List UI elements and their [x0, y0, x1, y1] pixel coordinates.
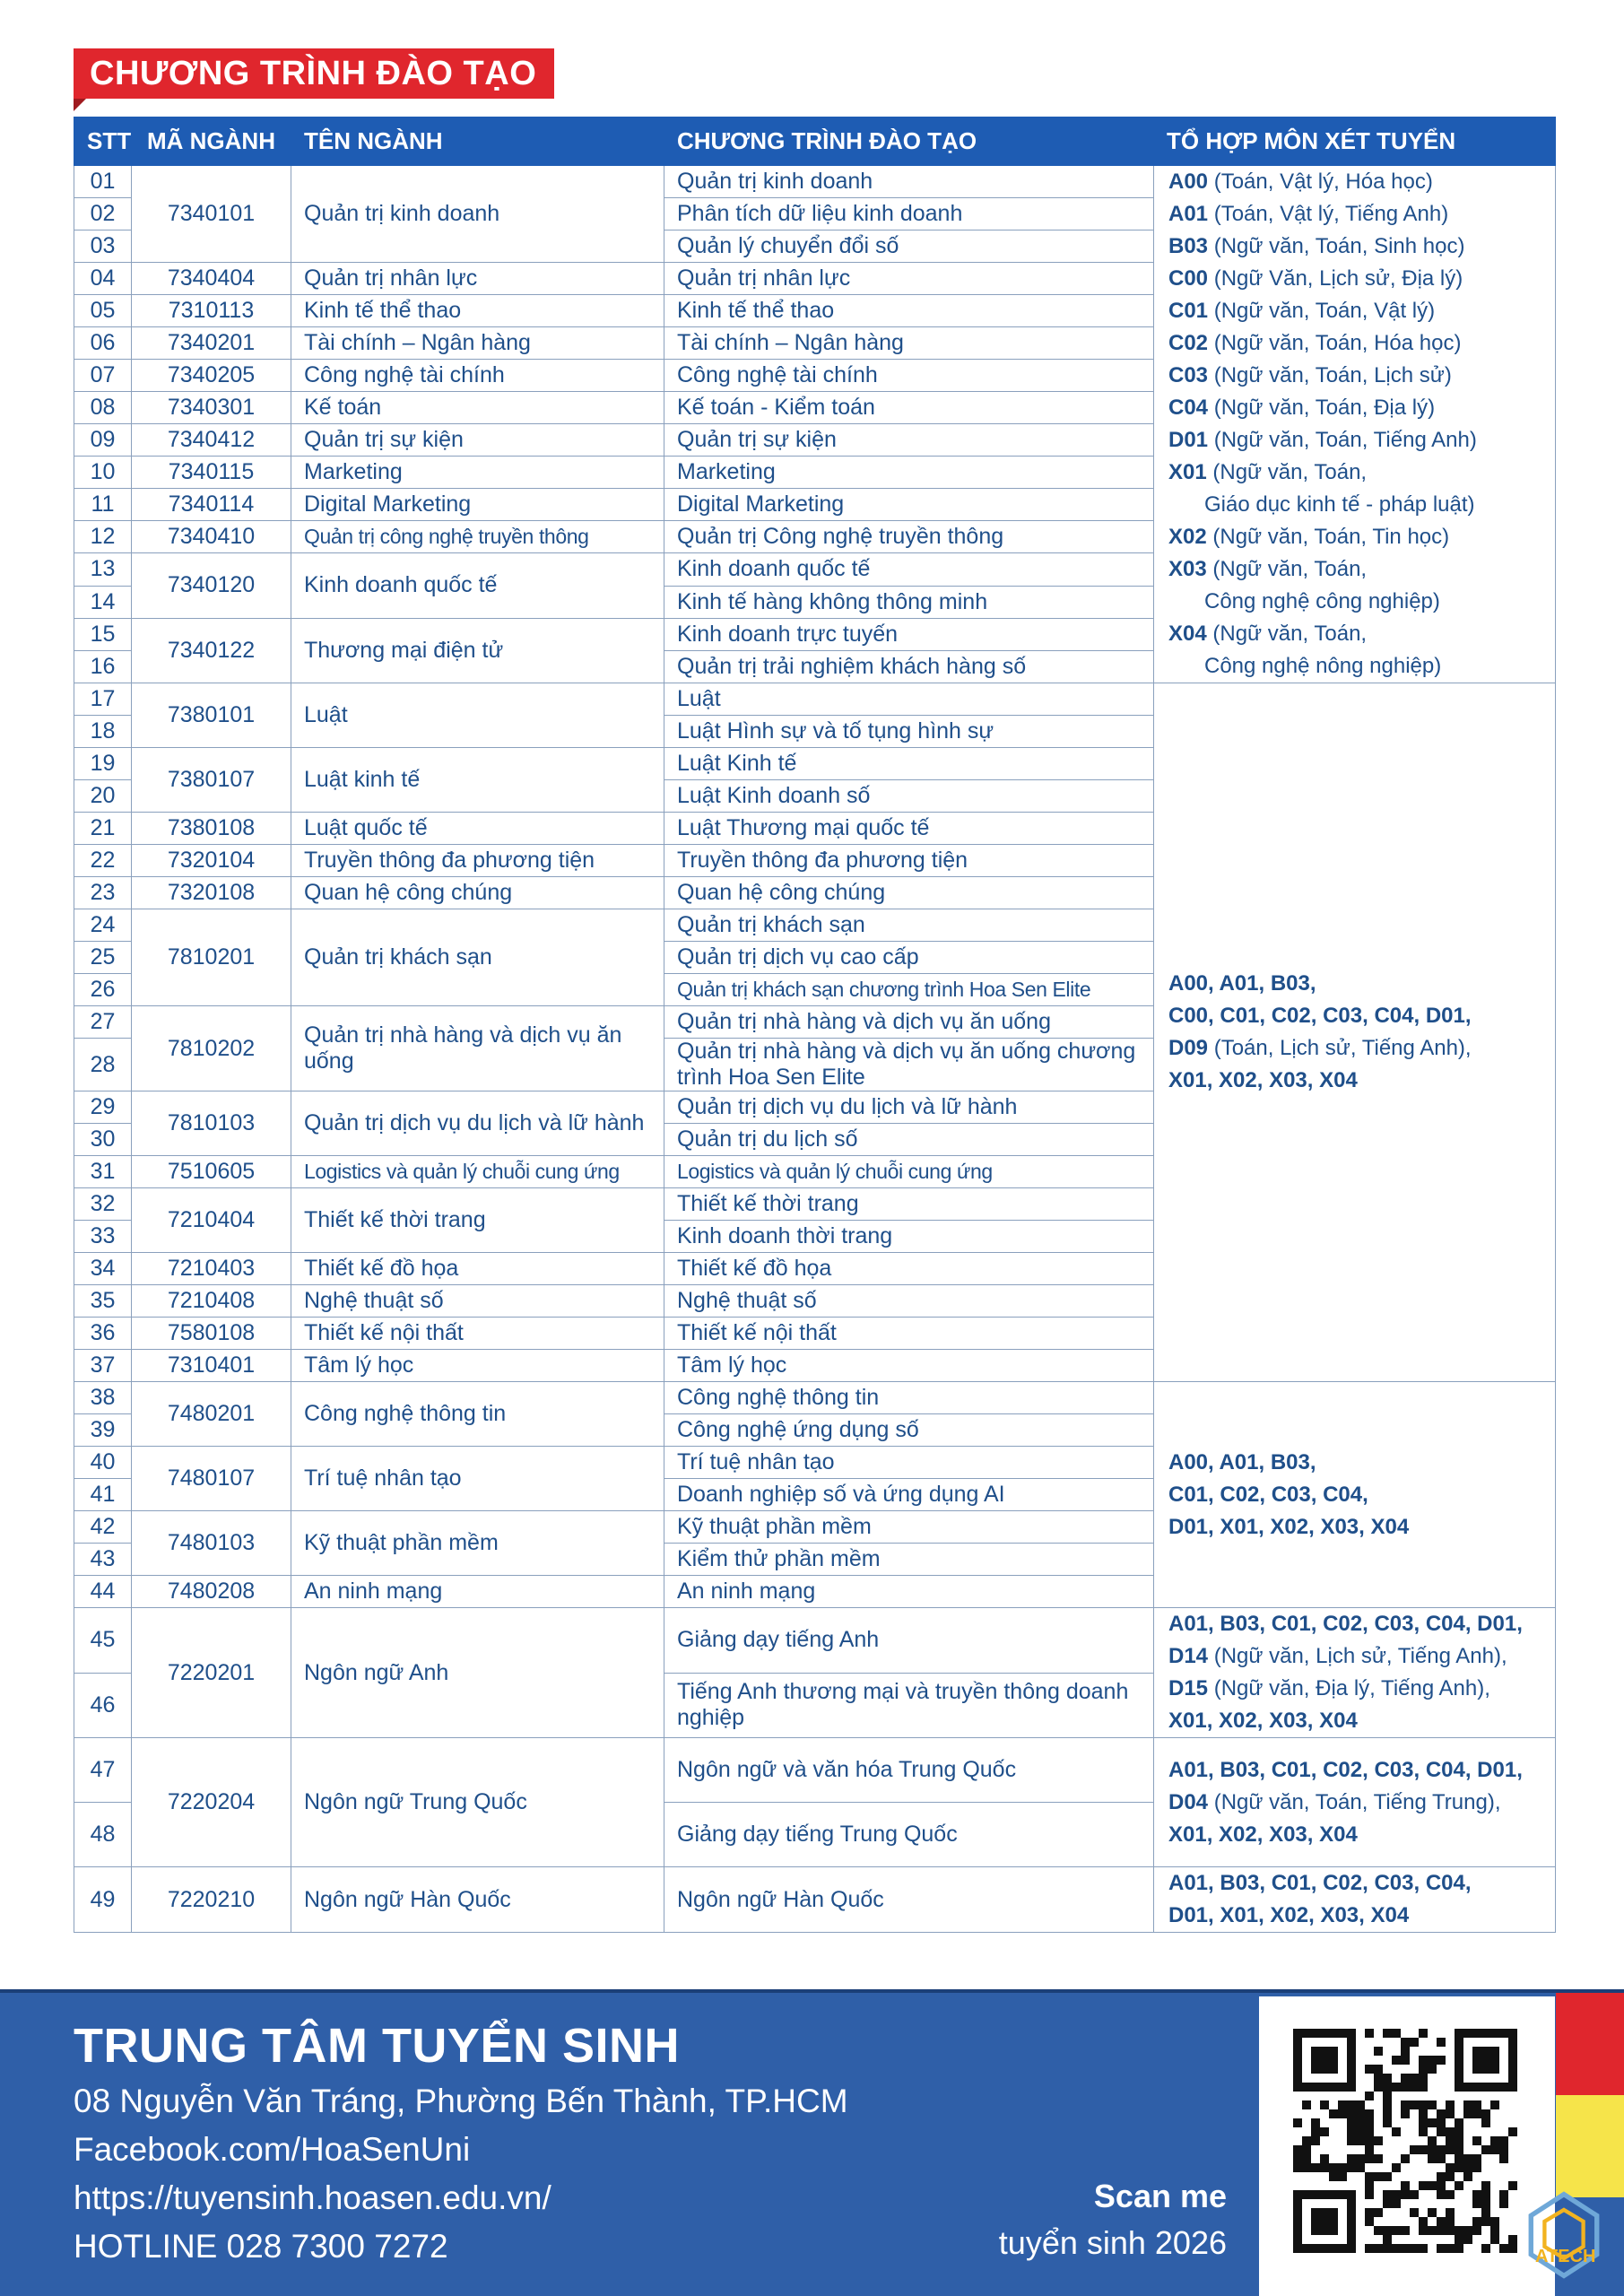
- combination-code: D01, X01, X02, X03, X04: [1168, 1903, 1410, 1927]
- major-name-cell: Luật kinh tế: [291, 748, 664, 813]
- stt-cell: 49: [74, 1867, 132, 1933]
- qr-code-icon[interactable]: [1293, 2029, 1517, 2253]
- program-cell: Quan hệ công chúng: [664, 877, 1154, 909]
- qr-panel: [1259, 1996, 1555, 2296]
- table-row: [74, 1382, 1556, 1414]
- combination-line: [1168, 521, 1541, 553]
- stt-cell: 35: [74, 1285, 132, 1318]
- combination-code: X02: [1168, 525, 1207, 549]
- program-cell: Luật Kinh tế: [664, 748, 1154, 780]
- stt-cell: 22: [74, 845, 132, 877]
- major-name-cell: Quản trị khách sạn: [291, 909, 664, 1006]
- program-cell: Kinh tế thể thao: [664, 295, 1154, 327]
- program-cell: Tiếng Anh thương mại và truyền thông doanh nghiệp: [664, 1673, 1154, 1738]
- major-code-cell: 7580108: [132, 1318, 291, 1350]
- combination-line: [1168, 1479, 1541, 1511]
- stt-cell: 06: [74, 327, 132, 360]
- program-cell: Luật Kinh doanh số: [664, 780, 1154, 813]
- stt-cell: 15: [74, 618, 132, 651]
- program-cell: Kinh doanh quốc tế: [664, 553, 1154, 587]
- program-cell: Công nghệ ứng dụng số: [664, 1414, 1154, 1447]
- combination-subjects-cont: Công nghệ công nghiệp): [1204, 589, 1440, 613]
- program-cell: Quản trị kinh doanh: [664, 166, 1154, 198]
- program-cell: Kinh doanh trực tuyến: [664, 618, 1154, 651]
- combination-line: [1168, 1787, 1541, 1819]
- major-name-cell: Quản trị sự kiện: [291, 424, 664, 457]
- combination-code: A00: [1168, 170, 1209, 194]
- page-title: CHƯƠNG TRÌNH ĐÀO TẠO: [74, 48, 554, 99]
- major-code-cell: 7480208: [132, 1576, 291, 1608]
- combination-code: D01, X01, X02, X03, X04: [1168, 1514, 1410, 1539]
- major-name-cell: Ngôn ngữ Trung Quốc: [291, 1738, 664, 1867]
- stt-cell: 25: [74, 942, 132, 974]
- stt-cell: 36: [74, 1318, 132, 1350]
- combination-line: [1168, 1511, 1541, 1544]
- major-code-cell: 7480201: [132, 1382, 291, 1447]
- combination-code: C01, C02, C03, C04,: [1168, 1482, 1368, 1507]
- major-name-cell: Tâm lý học: [291, 1350, 664, 1382]
- combination-line: [1168, 198, 1541, 230]
- combination-line: [1168, 327, 1541, 360]
- stt-cell: 43: [74, 1544, 132, 1576]
- combination-code: D09: [1168, 1036, 1209, 1060]
- stt-cell: 33: [74, 1221, 132, 1253]
- combination-code: A01, B03, C01, C02, C03, C04, D01,: [1168, 1757, 1523, 1782]
- stt-cell: 16: [74, 651, 132, 683]
- program-cell: Quản trị Công nghệ truyền thông: [664, 521, 1154, 553]
- program-cell: Thiết kế thời trang: [664, 1188, 1154, 1221]
- stt-cell: 28: [74, 1039, 132, 1091]
- stt-cell: 40: [74, 1447, 132, 1479]
- major-name-cell: Trí tuệ nhân tạo: [291, 1447, 664, 1511]
- combination-subjects: (Ngữ văn, Toán, Vật lý): [1208, 299, 1436, 323]
- major-code-cell: 7340201: [132, 327, 291, 360]
- program-cell: Quản trị dịch vụ du lịch và lữ hành: [664, 1091, 1154, 1124]
- major-code-cell: 7340120: [132, 553, 291, 619]
- program-cell: Digital Marketing: [664, 489, 1154, 521]
- stt-cell: 14: [74, 586, 132, 618]
- major-name-cell: Ngôn ngữ Hàn Quốc: [291, 1867, 664, 1933]
- major-name-cell: Thiết kế đồ họa: [291, 1253, 664, 1285]
- program-cell: Tài chính – Ngân hàng: [664, 327, 1154, 360]
- program-cell: Quản trị nhà hàng và dịch vụ ăn uống: [664, 1006, 1154, 1039]
- major-code-cell: 7220210: [132, 1867, 291, 1933]
- combination-code: X01, X02, X03, X04: [1168, 1822, 1358, 1847]
- program-cell: Quản trị khách sạn: [664, 909, 1154, 942]
- stt-cell: 10: [74, 457, 132, 489]
- footer-website-link[interactable]: https://tuyensinh.hoasen.edu.vn/: [74, 2179, 551, 2216]
- combination-subjects: (Toán, Vật lý, Tiếng Anh): [1208, 202, 1449, 226]
- program-cell: An ninh mạng: [664, 1576, 1154, 1608]
- atech-logo-icon: [1515, 2187, 1612, 2283]
- combination-line: [1168, 360, 1541, 392]
- accent-stripe-red: [1556, 1993, 1624, 2095]
- major-code-cell: 7380108: [132, 813, 291, 845]
- stt-cell: 23: [74, 877, 132, 909]
- stt-cell: 03: [74, 230, 132, 263]
- combination-line: [1168, 1673, 1541, 1705]
- program-cell: Truyền thông đa phương tiện: [664, 845, 1154, 877]
- major-name-cell: Công nghệ thông tin: [291, 1382, 664, 1447]
- combination-code: A00, A01, B03,: [1168, 971, 1316, 996]
- combination-subjects: (Toán, Vật lý, Hóa học): [1208, 170, 1433, 194]
- combination-line: [1168, 968, 1541, 1000]
- header-stt: STT: [74, 117, 132, 166]
- major-code-cell: 7340404: [132, 263, 291, 295]
- combination-subjects: (Ngữ văn, Toán, Sinh học): [1208, 234, 1465, 258]
- combination-line: [1168, 618, 1541, 650]
- combination-subjects: (Ngữ văn, Toán,: [1206, 557, 1368, 581]
- major-code-cell: 7340412: [132, 424, 291, 457]
- stt-cell: 26: [74, 974, 132, 1006]
- combination-line: [1168, 1705, 1541, 1737]
- program-cell: Trí tuệ nhân tạo: [664, 1447, 1154, 1479]
- major-code-cell: 7340115: [132, 457, 291, 489]
- combination-cell: [1154, 1738, 1556, 1867]
- program-cell: Giảng dạy tiếng Anh: [664, 1608, 1154, 1674]
- major-name-cell: Kinh doanh quốc tế: [291, 553, 664, 619]
- major-name-cell: Kinh tế thể thao: [291, 295, 664, 327]
- major-code-cell: 7210408: [132, 1285, 291, 1318]
- stt-cell: 46: [74, 1673, 132, 1738]
- combination-subjects: (Ngữ văn, Địa lý, Tiếng Anh),: [1208, 1676, 1490, 1700]
- combination-code: X01, X02, X03, X04: [1168, 1068, 1358, 1092]
- program-cell: Giảng dạy tiếng Trung Quốc: [664, 1803, 1154, 1867]
- stt-cell: 42: [74, 1511, 132, 1544]
- stt-cell: 09: [74, 424, 132, 457]
- stt-cell: 39: [74, 1414, 132, 1447]
- table-row: [74, 1738, 1556, 1803]
- major-code-cell: 7210403: [132, 1253, 291, 1285]
- stt-cell: 05: [74, 295, 132, 327]
- combination-code: X03: [1168, 557, 1207, 581]
- major-code-cell: 7220201: [132, 1608, 291, 1738]
- combination-subjects: (Toán, Lịch sử, Tiếng Anh),: [1208, 1036, 1472, 1060]
- combination-cell: [1154, 1382, 1556, 1608]
- table-row: [74, 1867, 1556, 1933]
- major-name-cell: An ninh mạng: [291, 1576, 664, 1608]
- program-cell: Quản trị trải nghiệm khách hàng số: [664, 651, 1154, 683]
- footer-address: 08 Nguyễn Văn Tráng, Phường Bến Thành, TP.HCM: [74, 2083, 848, 2119]
- table-header-row: [74, 117, 1556, 166]
- program-cell: Quản trị nhà hàng và dịch vụ ăn uống chương trình Hoa Sen Elite: [664, 1039, 1154, 1091]
- major-name-cell: Logistics và quản lý chuỗi cung ứng: [291, 1156, 664, 1188]
- program-cell: Luật: [664, 683, 1154, 716]
- program-cell: Quản trị dịch vụ cao cấp: [664, 942, 1154, 974]
- combination-subjects-cont: Giáo dục kinh tế - pháp luật): [1204, 492, 1475, 517]
- major-code-cell: 7380101: [132, 683, 291, 748]
- combination-code: X01, X02, X03, X04: [1168, 1709, 1358, 1733]
- stt-cell: 18: [74, 716, 132, 748]
- footer-hotline: HOTLINE 028 7300 7272: [74, 2228, 448, 2265]
- combination-line: [1168, 424, 1541, 457]
- combination-code: C00: [1168, 266, 1209, 291]
- combination-line: [1168, 1447, 1541, 1479]
- program-cell: Quản lý chuyển đổi số: [664, 230, 1154, 263]
- combination-code: C03: [1168, 363, 1209, 387]
- table-body: [74, 166, 1556, 1933]
- stt-cell: 38: [74, 1382, 132, 1414]
- combination-line: [1168, 1608, 1541, 1640]
- combination-code: X01: [1168, 460, 1207, 484]
- program-cell: Thiết kế nội thất: [664, 1318, 1154, 1350]
- major-code-cell: 7340101: [132, 166, 291, 263]
- scan-me-label: Scan me: [1093, 2178, 1227, 2214]
- combination-subjects: (Ngữ văn, Toán,: [1206, 460, 1368, 484]
- combination-line: [1168, 1754, 1541, 1787]
- program-cell: Logistics và quản lý chuỗi cung ứng: [664, 1156, 1154, 1188]
- combination-line: [1168, 392, 1541, 424]
- major-name-cell: Truyền thông đa phương tiện: [291, 845, 664, 877]
- table-row: [74, 1608, 1556, 1674]
- major-code-cell: 7810202: [132, 1006, 291, 1091]
- combination-subjects: (Ngữ văn, Toán,: [1206, 622, 1368, 646]
- table-row: [74, 683, 1556, 716]
- program-cell: Quản trị nhân lực: [664, 263, 1154, 295]
- stt-cell: 44: [74, 1576, 132, 1608]
- stt-cell: 01: [74, 166, 132, 198]
- major-code-cell: 7220204: [132, 1738, 291, 1867]
- stt-cell: 08: [74, 392, 132, 424]
- combination-code: C02: [1168, 331, 1209, 355]
- combination-line: [1168, 1819, 1541, 1851]
- combination-line: [1168, 1640, 1541, 1673]
- stt-cell: 20: [74, 780, 132, 813]
- admission-year-label: tuyển sinh 2026: [998, 2224, 1227, 2261]
- stt-cell: 32: [74, 1188, 132, 1221]
- program-cell: Doanh nghiệp số và ứng dụng AI: [664, 1479, 1154, 1511]
- combination-subjects: (Ngữ Văn, Lịch sử, Địa lý): [1208, 266, 1463, 291]
- combination-subjects: (Ngữ văn, Toán, Lịch sử): [1208, 363, 1452, 387]
- major-code-cell: 7340122: [132, 618, 291, 683]
- combination-code: A00, A01, B03,: [1168, 1449, 1316, 1474]
- combination-code: A01, B03, C01, C02, C03, C04,: [1168, 1871, 1472, 1895]
- major-name-cell: Marketing: [291, 457, 664, 489]
- stt-cell: 34: [74, 1253, 132, 1285]
- major-name-cell: Thiết kế nội thất: [291, 1318, 664, 1350]
- combination-line: [1168, 295, 1541, 327]
- program-table: [74, 117, 1556, 1933]
- header-ten-nganh: TÊN NGÀNH: [291, 117, 664, 166]
- accent-stripe-yellow: [1556, 2095, 1624, 2197]
- combination-line: [1168, 263, 1541, 295]
- program-cell: Nghệ thuật số: [664, 1285, 1154, 1318]
- combination-line: [1168, 230, 1541, 263]
- major-name-cell: Công nghệ tài chính: [291, 360, 664, 392]
- combination-code: A01, B03, C01, C02, C03, C04, D01,: [1168, 1612, 1523, 1636]
- stt-cell: 31: [74, 1156, 132, 1188]
- combination-subjects: (Ngữ văn, Toán, Tin học): [1206, 525, 1450, 549]
- stt-cell: 21: [74, 813, 132, 845]
- combination-code: B03: [1168, 234, 1209, 258]
- combination-code: A01: [1168, 202, 1209, 226]
- major-code-cell: 7310401: [132, 1350, 291, 1382]
- stt-cell: 29: [74, 1091, 132, 1124]
- combination-subjects: (Ngữ văn, Toán, Tiếng Trung),: [1208, 1789, 1501, 1814]
- combination-line: [1168, 1032, 1541, 1065]
- combination-code: C00, C01, C02, C03, C04, D01,: [1168, 1004, 1472, 1028]
- combination-subjects-cont: Công nghệ nông nghiệp): [1204, 654, 1442, 678]
- combination-line: [1168, 1065, 1541, 1097]
- combination-cell: [1154, 166, 1556, 683]
- program-cell: Kỹ thuật phần mềm: [664, 1511, 1154, 1544]
- major-name-cell: Quản trị nhà hàng và dịch vụ ăn uống: [291, 1006, 664, 1091]
- stt-cell: 41: [74, 1479, 132, 1511]
- program-cell: Quản trị du lịch số: [664, 1124, 1154, 1156]
- program-cell: Thiết kế đồ họa: [664, 1253, 1154, 1285]
- major-code-cell: 7310113: [132, 295, 291, 327]
- major-code-cell: 7380107: [132, 748, 291, 813]
- combination-code: X04: [1168, 622, 1207, 646]
- stt-cell: 24: [74, 909, 132, 942]
- major-name-cell: Digital Marketing: [291, 489, 664, 521]
- stt-cell: 11: [74, 489, 132, 521]
- combination-subjects: (Ngữ văn, Lịch sử, Tiếng Anh),: [1208, 1644, 1507, 1668]
- major-name-cell: Quản trị dịch vụ du lịch và lữ hành: [291, 1091, 664, 1156]
- stt-cell: 13: [74, 553, 132, 587]
- major-name-cell: Quản trị kinh doanh: [291, 166, 664, 263]
- combination-cell: [1154, 683, 1556, 1382]
- combination-line: [1168, 1000, 1541, 1032]
- major-code-cell: 7810103: [132, 1091, 291, 1156]
- combination-code: D14: [1168, 1644, 1209, 1668]
- program-cell: Ngôn ngữ và văn hóa Trung Quốc: [664, 1738, 1154, 1803]
- combination-line: [1168, 1867, 1541, 1900]
- program-cell: Kế toán - Kiểm toán: [664, 392, 1154, 424]
- combination-code: C01: [1168, 299, 1209, 323]
- major-name-cell: Kỹ thuật phần mềm: [291, 1511, 664, 1576]
- major-code-cell: 7810201: [132, 909, 291, 1006]
- program-cell: Quản trị sự kiện: [664, 424, 1154, 457]
- major-name-cell: Kế toán: [291, 392, 664, 424]
- major-code-cell: 7480103: [132, 1511, 291, 1576]
- program-cell: Kinh tế hàng không thông minh: [664, 586, 1154, 618]
- major-code-cell: 7340205: [132, 360, 291, 392]
- stt-cell: 04: [74, 263, 132, 295]
- major-name-cell: Ngôn ngữ Anh: [291, 1608, 664, 1738]
- major-code-cell: 7320104: [132, 845, 291, 877]
- program-cell: Kinh doanh thời trang: [664, 1221, 1154, 1253]
- major-name-cell: Nghệ thuật số: [291, 1285, 664, 1318]
- combination-line: [1168, 553, 1541, 586]
- major-name-cell: Thương mại điện tử: [291, 618, 664, 683]
- major-name-cell: Luật: [291, 683, 664, 748]
- footer-facebook-link[interactable]: Facebook.com/HoaSenUni: [74, 2131, 471, 2168]
- major-code-cell: 7510605: [132, 1156, 291, 1188]
- stt-cell: 27: [74, 1006, 132, 1039]
- combination-subjects: (Ngữ văn, Toán, Tiếng Anh): [1208, 428, 1477, 452]
- footer-title: TRUNG TÂM TUYỂN SINH: [74, 2019, 680, 2073]
- major-name-cell: Thiết kế thời trang: [291, 1188, 664, 1253]
- stt-cell: 17: [74, 683, 132, 716]
- major-name-cell: Tài chính – Ngân hàng: [291, 327, 664, 360]
- combination-line: [1168, 457, 1541, 489]
- program-cell: Marketing: [664, 457, 1154, 489]
- stt-cell: 12: [74, 521, 132, 553]
- combination-cell: [1154, 1608, 1556, 1738]
- stt-cell: 07: [74, 360, 132, 392]
- major-code-cell: 7320108: [132, 877, 291, 909]
- program-cell: Công nghệ tài chính: [664, 360, 1154, 392]
- header-to-hop: TỔ HỢP MÔN XÉT TUYỂN: [1154, 117, 1556, 166]
- program-cell: Tâm lý học: [664, 1350, 1154, 1382]
- combination-cell: [1154, 1867, 1556, 1933]
- combination-code: D15: [1168, 1676, 1209, 1700]
- program-cell: Luật Hình sự và tố tụng hình sự: [664, 716, 1154, 748]
- program-cell: Ngôn ngữ Hàn Quốc: [664, 1867, 1154, 1933]
- major-name-cell: Quản trị nhân lực: [291, 263, 664, 295]
- stt-cell: 37: [74, 1350, 132, 1382]
- header-ma-nganh: MÃ NGÀNH: [132, 117, 291, 166]
- major-code-cell: 7340410: [132, 521, 291, 553]
- combination-code: D01: [1168, 428, 1209, 452]
- major-code-cell: 7210404: [132, 1188, 291, 1253]
- program-cell: Kiểm thử phần mềm: [664, 1544, 1154, 1576]
- program-cell: Quản trị khách sạn chương trình Hoa Sen Elite: [664, 974, 1154, 1006]
- major-name-cell: Quản trị công nghệ truyền thông: [291, 521, 664, 553]
- major-code-cell: 7340301: [132, 392, 291, 424]
- combination-line: [1168, 1900, 1541, 1932]
- major-code-cell: 7340114: [132, 489, 291, 521]
- stt-cell: 02: [74, 198, 132, 230]
- stt-cell: 47: [74, 1738, 132, 1803]
- major-code-cell: 7480107: [132, 1447, 291, 1511]
- atech-watermark: ATECH: [1535, 2247, 1596, 2266]
- combination-code: D04: [1168, 1789, 1209, 1814]
- stt-cell: 48: [74, 1803, 132, 1867]
- program-cell: Phân tích dữ liệu kinh doanh: [664, 198, 1154, 230]
- combination-subjects: (Ngữ văn, Toán, Hóa học): [1208, 331, 1462, 355]
- stt-cell: 45: [74, 1608, 132, 1674]
- combination-subjects: (Ngữ văn, Toán, Địa lý): [1208, 396, 1436, 420]
- major-name-cell: Quan hệ công chúng: [291, 877, 664, 909]
- combination-code: C04: [1168, 396, 1209, 420]
- combination-line: [1168, 166, 1541, 198]
- program-cell: Luật Thương mại quốc tế: [664, 813, 1154, 845]
- stt-cell: 19: [74, 748, 132, 780]
- table-row: [74, 166, 1556, 198]
- major-name-cell: Luật quốc tế: [291, 813, 664, 845]
- header-chuong-trinh: CHƯƠNG TRÌNH ĐÀO TẠO: [664, 117, 1154, 166]
- stt-cell: 30: [74, 1124, 132, 1156]
- program-cell: Công nghệ thông tin: [664, 1382, 1154, 1414]
